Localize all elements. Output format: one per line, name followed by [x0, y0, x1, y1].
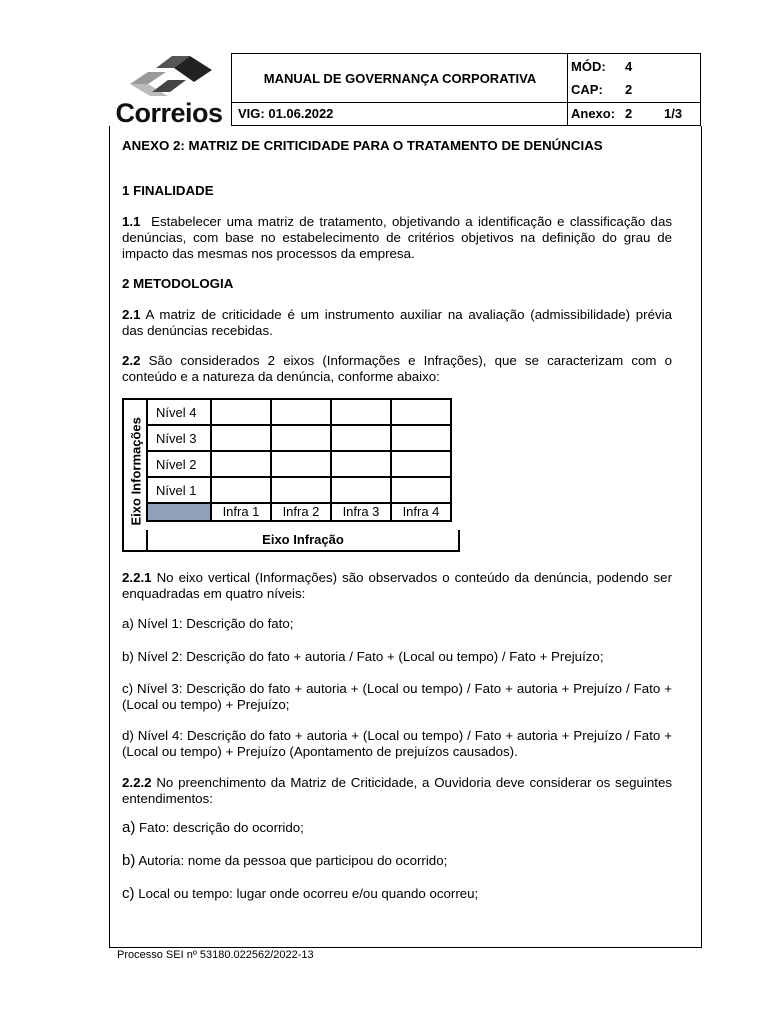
matrix-cell: [271, 425, 331, 451]
level-label: Nível 1: [147, 477, 211, 503]
matrix-infra-row: [147, 503, 451, 521]
matrix-cell: [211, 425, 271, 451]
section-2-title: 2 METODOLOGIA: [122, 276, 234, 291]
matrix-cell: [391, 425, 451, 451]
manual-title: MANUAL DE GOVERNANÇA CORPORATIVA: [263, 70, 537, 86]
level-label: Nível 3: [147, 425, 211, 451]
document-header: [231, 53, 701, 126]
paragraph-1-1: 1.1 Estabelecer uma matriz de tratamento, objetivando a identificação e classificação das denúncias, com base no estabelecimento de critérios objetivos na definição do grau de impacto das mesmas nos processos da empresa.: [122, 214, 672, 261]
infra-label: Infra 2: [271, 503, 331, 521]
correios-logo: [108, 54, 230, 126]
level-label: Nível 4: [147, 399, 211, 425]
anexo-label: Anexo:: [571, 106, 616, 121]
matrix-cell: [331, 425, 391, 451]
infra-label: Infra 4: [391, 503, 451, 521]
logo-wordmark: Correios: [115, 98, 223, 128]
matrix-cell: [391, 399, 451, 425]
list-item-a: a) Nível 1: Descrição do fato;: [122, 616, 294, 631]
list-item-b: b) Nível 2: Descrição do fato + autoria / Fato + (Local ou tempo) / Fato + Prejuízo;: [122, 649, 604, 664]
paragraph-2-2-2: 2.2.2 No preenchimento da Matriz de Criticidade, a Ouvidoria deve considerar os seguintes entendimentos:: [122, 775, 672, 806]
list-item-d: d) Nível 4: Descrição do fato + autoria + (Local ou tempo) / Fato + autoria + Prejuízo / Fato + (Local ou tempo) + Prejuízo (Apontamento de prejuízos causados).: [122, 728, 672, 759]
cap-value: 2: [625, 82, 633, 97]
y-axis-box: [122, 398, 146, 552]
list-item-c: c) Nível 3: Descrição do fato + autoria + (Local ou tempo) / Fato + autoria + Prejuízo / Fato + (Local ou tempo) + Prejuízo;: [122, 681, 672, 712]
matrix-cell: [271, 399, 331, 425]
matrix-grid: [146, 398, 452, 522]
paragraph-2-1: 2.1 A matriz de criticidade é um instrumento auxiliar na avaliação (admissibilidade) prévia das denúncias recebidas.: [122, 307, 672, 338]
infra-label: Infra 1: [211, 503, 271, 521]
matrix-cell: [271, 451, 331, 477]
matrix-cell: [331, 399, 391, 425]
definition-b: b) Autoria: nome da pessoa que participou do ocorrido;: [122, 852, 448, 869]
corner-cell: [147, 503, 211, 521]
vigencia: VIG: 01.06.2022: [238, 106, 334, 121]
paragraph-2-2: 2.2 São considerados 2 eixos (Informações e Infrações), que se caracterizam com o conteúdo e a natureza da denúncia, conforme abaixo:: [122, 353, 672, 384]
cap-label: CAP:: [571, 82, 603, 97]
matrix-cell: [211, 477, 271, 503]
matrix-cell: [211, 399, 271, 425]
matrix-cell: [391, 451, 451, 477]
y-axis-label: Eixo Informações: [128, 417, 144, 526]
footer-process-number: Processo SEI nº 53180.022562/2022-13: [117, 949, 314, 961]
matrix-cell: [331, 477, 391, 503]
criticality-matrix: [122, 398, 458, 554]
matrix-row: [147, 399, 451, 425]
matrix-cell: [211, 451, 271, 477]
definition-c: c) Local ou tempo: lugar onde ocorreu e/ou quando ocorreu;: [122, 885, 479, 902]
mod-label: MÓD:: [571, 59, 606, 74]
x-axis-label: Eixo Infração: [146, 530, 460, 552]
page-number: 1/3: [664, 106, 683, 121]
anexo-value: 2: [625, 106, 633, 121]
infra-label: Infra 3: [331, 503, 391, 521]
matrix-cell: [391, 477, 451, 503]
level-label: Nível 2: [147, 451, 211, 477]
matrix-cell: [331, 451, 391, 477]
paragraph-2-2-1: 2.2.1 No eixo vertical (Informações) são observados o conteúdo da denúncia, podendo ser enquadradas em quatro níveis:: [122, 570, 672, 601]
matrix-row: [147, 451, 451, 477]
matrix-row: [147, 477, 451, 503]
matrix-cell: [271, 477, 331, 503]
matrix-row: [147, 425, 451, 451]
mod-value: 4: [625, 59, 633, 74]
annex-heading: ANEXO 2: MATRIZ DE CRITICIDADE PARA O TRATAMENTO DE DENÚNCIAS: [122, 138, 603, 153]
section-1-title: 1 FINALIDADE: [122, 183, 214, 198]
definition-a: a) Fato: descrição do ocorrido;: [122, 819, 304, 836]
